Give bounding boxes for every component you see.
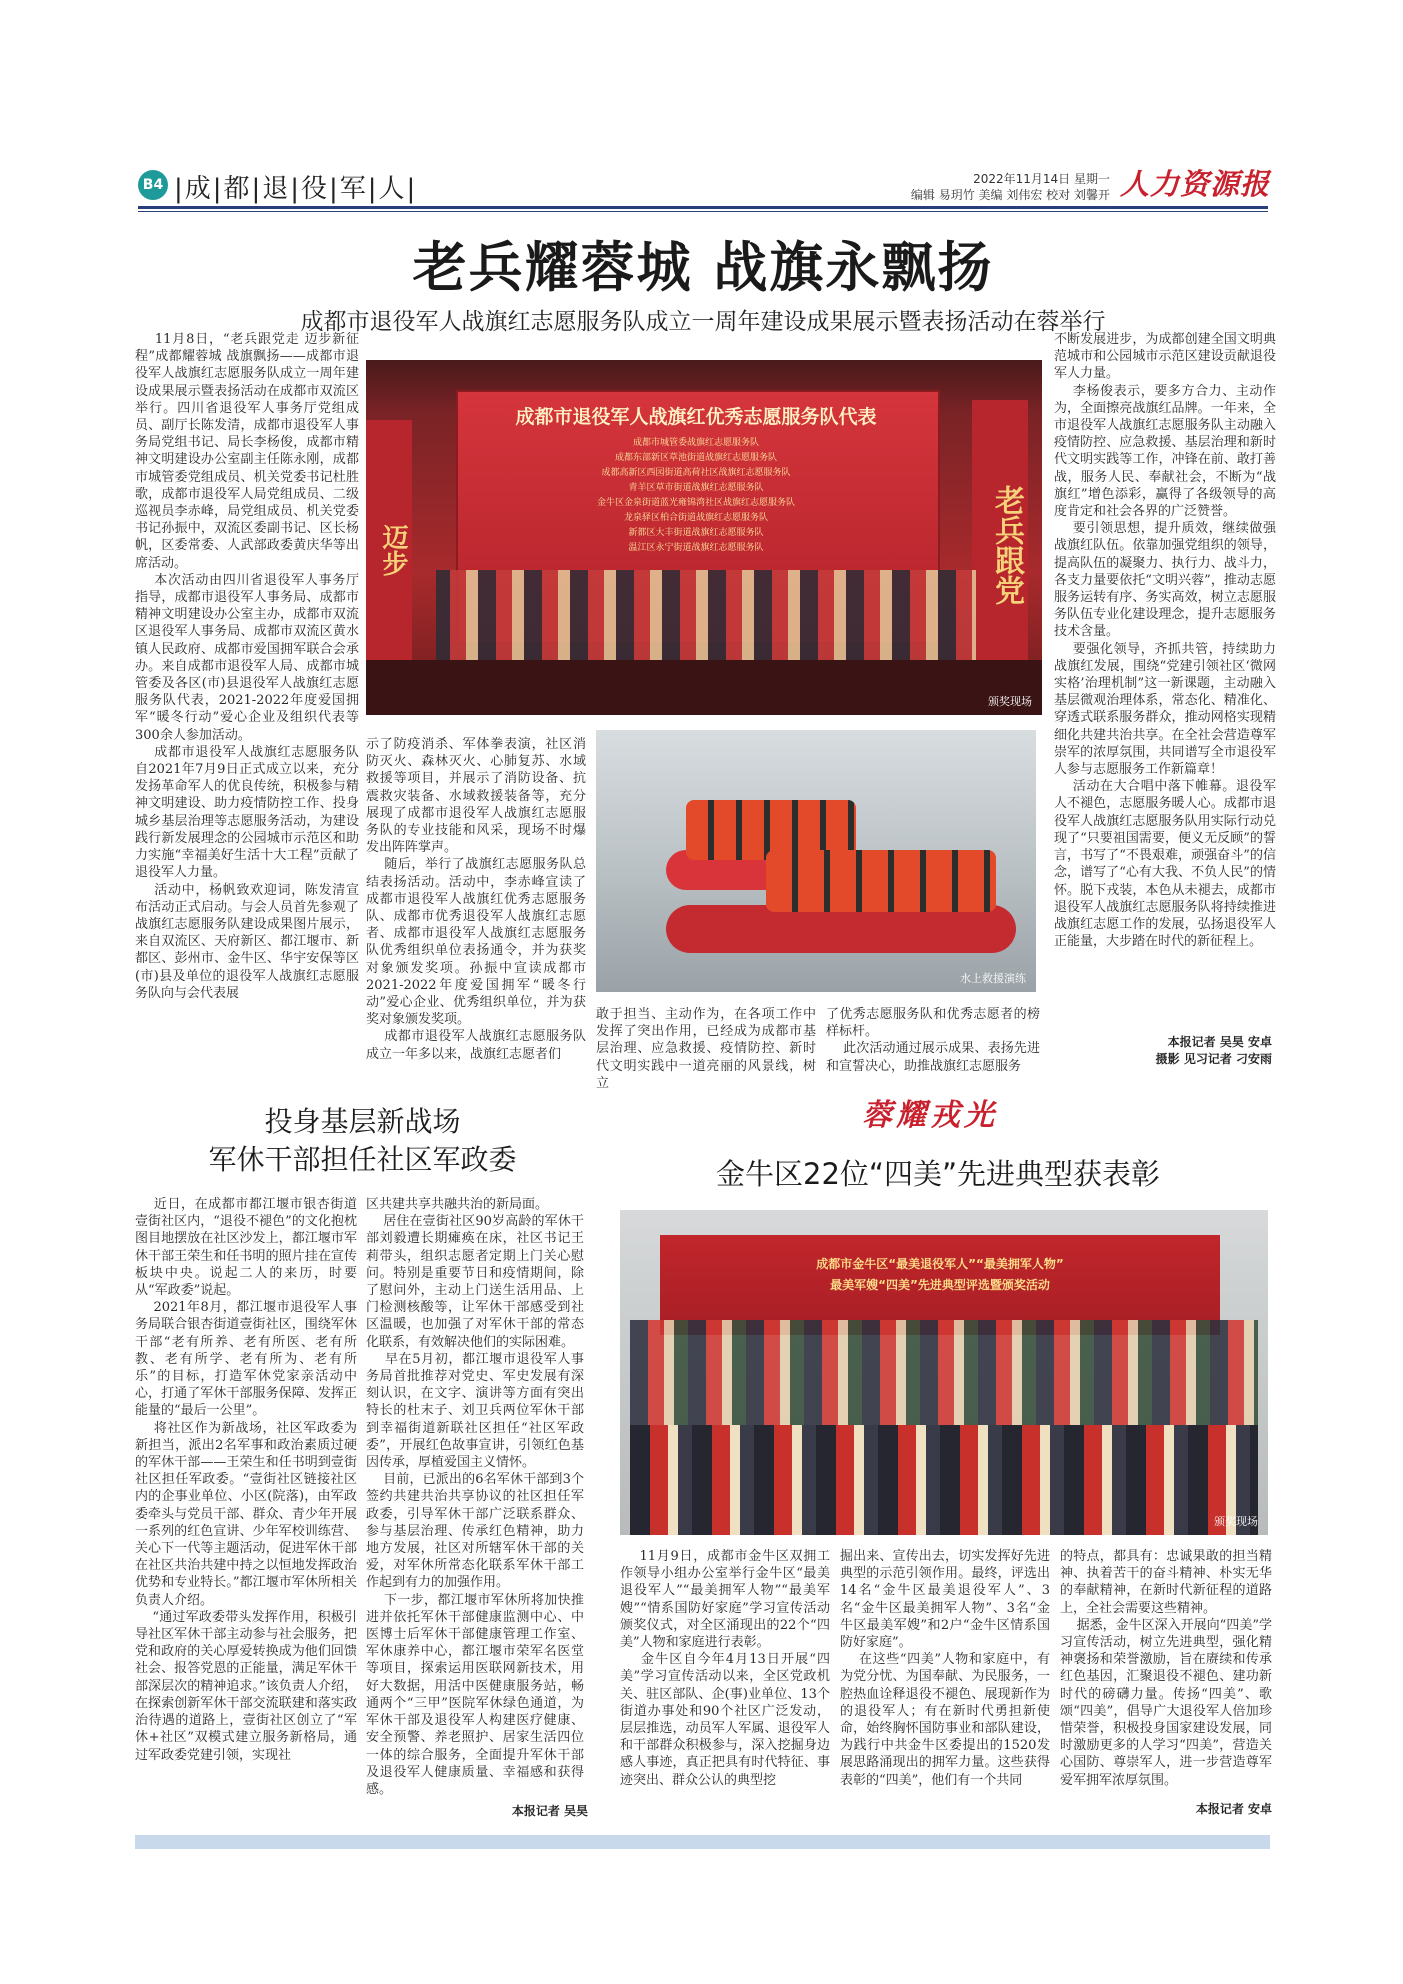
section-title: |成|都|退|役|军|人| — [174, 174, 418, 204]
water-rescue-photo — [596, 730, 1036, 992]
article2-column-1: 近日，在成都市都江堰市银杏街道壹街社区内，“退役不褪色”的文化抱枕图目地摆放在社区沙发上，都江堰市军休干部王荣生和任书明的照片挂在宣传板块中央。说起二人的来历，时要从“军政委”说起。 2021年8月，都江堰市退役军人事务局联合银杏街道壹街社区，围绕军休干部“老有所养、老有所医、老有所教、老有所学、老有所为、老有所乐”的目标，打造军休党家亲活动中心，打通了军休干部服务保障、发挥正能量的“最后一公里”。 将社区作为新战场，社区军政委为新担当，派出2名军事和政治素质过硬的军休干部——王荣生和任书明到壹街社区担任军政委。“壹街社区链接社区内的企事业单位、小区(院落)，由军政委牵头与党员干部、群众、青少年开展一系列的红色宣讲、少年军校训练营、关心下一代等主题活动，促进军休干部在社区共治共建中持之以恒地发挥政治优势和专业特长。”都江堰市军休所相关负责人介绍。 “通过军政委带头发挥作用，积极引导社区军休干部主动参与社会服务，把党和政府的关心厚爱转换成为他们回馈社会、报答党恩的正能量，满足军休干部深层次的精神追求。”该负责人介绍，在探索创新军休干部交流联建和落实政治待遇的道路上，壹街社区创立了“军休+社区”双模式建立服务新格局，通过军政委党建引领，实现社 — [135, 1197, 357, 1763]
side-banner-right: 老兵跟党 — [972, 400, 1028, 690]
screen-banner: 成都市退役军人战旗红优秀志愿服务队代表 — [515, 406, 877, 428]
article2-column-2: 区共建共享共融共治的新局面。 居住在壹街社区90岁高龄的军休干部刘毅遭长期瘫痪在床，社区书记王莉带头，组织志愿者定期上门关心慰问。特别是重要节日和疫情期间，除了慰问外，主动上门送生活用品、上门检测核酸等，让军休干部感受到社区温暖，也加强了对军休干部的常态化联系，有效解决他们的实际困难。 早在5月初，都江堰市退役军人事务局首批推荐对党史、军史发展有深刻认识，在文字、演讲等方面有突出特长的杜末子、刘卫兵两位军休干部到幸福街道新联社区担任“社区军政委”，开展红色故事宣讲，引领红色基因传承，厚植爱国主义情怀。 目前，已派出的6名军休干部到3个签约共建共治共享协议的社区担任军政委，引导军休干部广泛联系群众、参与基层治理、传承红色精神，助力地方发展，社区对所辖军休干部的关爱，对军休所常态化联系军休干部工作起到有力的加强作用。 下一步，都江堰市军休所将加快推进并依托军休干部健康监测中心、中医博士后军休干部健康管理工作室、军休康养中心，都江堰市荣军名医堂等项目，探索运用医联网新技术，用好大数据，用活中医健康服务站，畅通两个“三甲”医院军休绿色通道，为军休干部及退役军人构建医疗健康、安全预警、养老照护、居家生活四位一体的综合服务，全面提升军休干部及退役军人健康质量、幸福感和获得感。 — [366, 1197, 585, 1797]
article2-title-line1: 投身基层新战场 — [264, 1105, 461, 1138]
column-kicker: 蓉耀戎光 — [862, 1098, 998, 1133]
team-line: 成都高新区西园街道高荷社区战旗红志愿服务队 — [601, 468, 791, 478]
backdrop-subtitle: 最美军嫂“四美”先进典型评选暨颁奖活动 — [830, 1278, 1050, 1292]
article1-column-4: 了优秀志愿服务队和优秀志愿者的榜样标杆。 此次活动通过展示成果、表扬先进和宣誓决心，助推战旗红志愿服务 — [826, 1007, 1040, 1074]
date-line: 2022年11月14日 星期一 — [973, 172, 1110, 186]
article3-column-3: 的特点，都具有：忠诚果敢的担当精神、执着苦干的奋斗精神、朴实无华的奉献精神，在新时代新征程的道路上，全社会需要这些精神。 据悉，金牛区深入开展向“四美”学习宣传活动，树立先进典型，强化精神褒扬和荣誉激励，旨在赓续和传承红色基因，汇聚退役不褪色、建功新时代的磅礴力量。传扬“四美”、歌颂“四美”，倡导广大退役军人倍加珍惜荣誉，积极投身国家建设发展，同时激励更多的人学习“四美”，营造关心国防、尊崇军人，进一步营造尊军爱军拥军浓厚氛围。 — [1060, 1549, 1273, 1788]
headline: 老兵耀蓉城 战旗永飘扬 — [412, 236, 994, 299]
article1-column-5: 不断发展进步，为成都创建全国文明典范城市和公园城市示范区建设贡献退役军人力量。 李杨俊表示，要多方合力、主动作为，全面擦亮战旗红品牌。一年来，全市退役军人战旗红志愿服务队主动融入疫情防控、应急救援、基层治理和新时代文明实践等工作，冲锋在前、敢打善战，服务人民、奉献社会，不断为“战旗红”增色添彩，赢得了各级领导的高度肯定和社会各界的广泛赞誉。 要引领思想，提升质效，继续做强战旗红队伍。依靠加强党组织的领导，提高队伍的凝聚力、执行力、战斗力，各支力量要依托“文明兴蓉”，推动志愿服务运转有序、务实高效，树立志愿服务队伍专业化建设理念，提升志愿服务技术含量。 要强化领导，齐抓共管，持续助力战旗红发展，围绕“党建引领社区‘微网实格’治理机制”这一新课题，主动融入基层微观治理体系，常态化、精准化、穿透式联系服务群众，推动网格实现精细化共建共治共享。在全社会营造尊军崇军的浓厚氛围，共同谱写全市退役军人参与志愿服务工作新篇章！ 活动在大合唱中落下帷幕。退役军人不褪色，志愿服务暖人心。成都市退役军人战旗红志愿服务队用实际行动兑现了“只要祖国需要，便义无反顾”的誓言，书写了“不畏艰难，顽强奋斗”的信念，谱写了“心有大我、不负人民”的情怀。脱下戎装，本色从未褪去，成都市退役军人战旗红志愿服务队将持续推进战旗红志愿工作的发展，弘扬退役军人正能量，大步踏在时代的新征程上。 — [1054, 332, 1276, 950]
honorees-front-row — [630, 1425, 1258, 1535]
award-ceremony-photo — [366, 360, 1042, 715]
rescue-boat — [666, 905, 1016, 953]
article3-column-1: 11月9日，成都市金牛区双拥工作领导小组办公室举行金牛区“最美退役军人”“最美拥军人物”“最美军嫂”“情系国防好家庭”学习宣传活动颁奖仪式，对全区涌现出的22个“四美”人物和家庭进行表彰。 金牛区自今年4月13日开展“四美”学习宣传活动以来，全区党政机关、驻区部队、企(事)业单位、13个街道办事处和90个社区广泛发动，层层推选，动员军人军属、退役军人和干部群众积极参与，深入挖掘身边感人事迹，真正把具有时代特征、事迹突出、群众公认的典型挖 — [620, 1549, 830, 1788]
editors-line: 编辑 易玥竹 美编 刘伟宏 校对 刘馨开 — [910, 188, 1110, 202]
team-line: 青羊区草市街道战旗红志愿服务队 — [628, 483, 764, 493]
photo-caption: 水上救援演练 — [960, 972, 1026, 985]
header-rule — [138, 206, 1268, 209]
team-line: 新都区大丰街道战旗红志愿服务队 — [628, 528, 764, 538]
article2-title-line2: 军休干部担任社区军政委 — [208, 1143, 517, 1176]
team-line: 金牛区金泉街道蓝光雍锦湾社区战旗红志愿服务队 — [596, 498, 795, 508]
article2-byline: 本报记者 吴昊 — [511, 1804, 588, 1818]
article1-photo-credit: 摄影 见习记者 刁安雨 — [1155, 1052, 1272, 1066]
rescuer-group — [766, 850, 996, 912]
screen-team-list — [466, 436, 926, 556]
photo-caption: 颁奖现场 — [988, 695, 1032, 708]
team-line: 温江区永宁街道战旗红志愿服务队 — [628, 543, 764, 553]
article3-byline: 本报记者 安卓 — [1195, 1802, 1272, 1816]
header-rule-thin — [138, 211, 1268, 212]
article3-column-2: 掘出来、宣传出去，切实发挥好先进典型的示范引领作用。最终，评选出14名“金牛区最美退役军人”、3名“金牛区最美拥军人物”、3名“金牛区最美军嫂”和2户“金牛区情系国防好家庭”。 在这些“四美”人物和家庭中，有为党分忧、为国奉献、为民服务，一腔热血诠释退役不褪色、展现新作为的退役军人；有在新时代勇担新使命，始终胸怀国防事业和部队建设，为践行中共金牛区委提出的1520发展思路涌现出的拥军力量。这些获得表彰的“四美”，他们有一个共同 — [840, 1549, 1050, 1788]
article1-column-2: 示了防疫消杀、军体拳表演，社区消防灭火、森林灭火、心肺复苏、水域救援等项目，并展示了消防设备、抗震救灾装备、水域救援装备等，充分展现了成都市退役军人战旗红志愿服务队的专业技能和风采，现场不时爆发出阵阵掌声。 随后，举行了战旗红志愿服务队总结表扬活动。活动中，李赤峰宣读了成都市退役军人战旗红优秀志愿服务队、成都市优秀退役军人战旗红志愿者、成都市退役军人战旗红志愿服务队优秀组织单位表扬通令，并为获奖对象颁发奖项。孙振中宣读成都市2021-2022年度爱国拥军“暖冬行动”爱心企业、优秀组织单位，并为获奖对象颁发奖项。 成都市退役军人战旗红志愿服务队成立一年多以来，战旗红志愿者们 — [366, 737, 586, 1062]
article1-column-1: 11月8日，“老兵跟党走 迈步新征程”成都耀蓉城 战旗飘扬——成都市退役军人战旗红志愿服务队成立一周年建设成果展示暨表扬活动在成都市双流区举行。四川省退役军人事务厅党组成员、副厅长陈发清，成都市退役军人事务局党组书记、局长李杨俊，成都市精神文明建设办公室副主任陈永刚，成都市城管委党组成员、机关党委书记杜胜歌，成都市退役军人局党组成员、二级巡视员李赤峰，局党组成员、机关党委书记孙振中，双流区委副书记、区长杨帆，区委常委、人武部政委黄庆华等出席活动。 本次活动由四川省退役军人事务厅指导，成都市退役军人事务局、成都市精神文明建设办公室主办，成都市双流区退役军人事务局、成都市双流区黄水镇人民政府、成都市爱国拥军联合会承办。来自成都市退役军人局、成都市城管委及各区(市)县退役军人战旗红志愿服务队代表，2021-2022年度爱国拥军“暖冬行动”爱心企业及组织代表等300余人参加活动。 成都市退役军人战旗红志愿服务队自2021年7月9日正式成立以来，充分发扬革命军人的优良传统，积极参与精神文明建设、助力疫情防控工作、投身城乡基层治理等志愿服务活动，为建设践行新发展理念的公园城市示范区和助力实施“幸福美好生活十大工程”贡献了退役军人力量。 活动中，杨帆致欢迎词，陈发清宣布活动正式启动。与会人员首先参观了战旗红志愿服务队建设成果图片展示，来自双流区、天府新区、都江堰市、新都区、彭州市、金牛区、华宇安保等区(市)县及单位的退役军人战旗红志愿服务队向与会代表展 — [135, 332, 359, 1001]
page-number-badge: B4 — [138, 170, 168, 200]
subheadline: 成都市退役军人战旗红志愿服务队成立一周年建设成果展示暨表扬活动在蓉举行 — [300, 309, 1106, 335]
group-award-photo — [620, 1210, 1268, 1535]
team-line: 成都市城管委战旗红志愿服务队 — [632, 438, 759, 448]
backdrop-title: 成都市金牛区“最美退役军人”“最美拥军人物” — [816, 1257, 1064, 1271]
masthead-logo: 人力资源报 — [1120, 167, 1271, 201]
photo-caption: 颁奖现场 — [1214, 1515, 1258, 1528]
team-line: 龙泉驿区柏合街道战旗红志愿服务队 — [623, 513, 768, 523]
team-line: 成都东部新区草池街道战旗红志愿服务队 — [614, 453, 777, 463]
article1-byline: 本报记者 吴昊 安卓 — [1167, 1035, 1272, 1049]
footer-band — [135, 1835, 1270, 1849]
side-banner-left: 迈步 — [366, 420, 412, 680]
article3-title: 金牛区22位“四美”先进典型获表彰 — [716, 1157, 1160, 1191]
stage-floor — [366, 660, 1042, 715]
article1-column-3: 敢于担当、主动作为，在各项工作中发挥了突出作用，已经成为成都市基层治理、应急救援、疫情防控、新时代文明实践中一道亮丽的风景线，树立 — [596, 1007, 816, 1091]
